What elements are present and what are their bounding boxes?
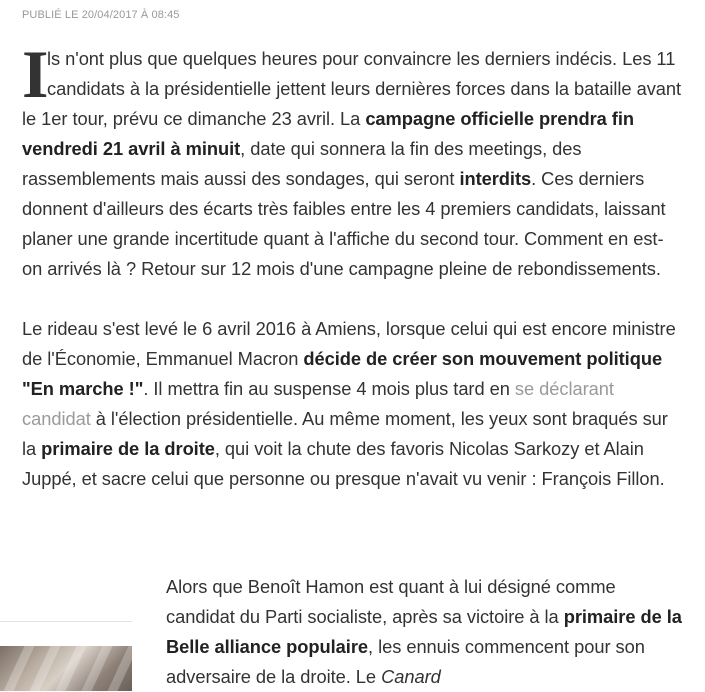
bold-text: décide de créer son mouvement politique "En marche !" [22, 348, 663, 399]
text-run: Le rideau s'est levé le 6 avril 2016 à Amiens, lorsque celui qui est encore ministre de l'Économie, Emmanuel Macron [22, 318, 676, 369]
bold-text: primaire de la droite [41, 438, 215, 459]
bold-text: campagne officielle prendra fin vendredi 21 avril à minuit [22, 108, 634, 159]
paragraph-macron [22, 314, 682, 494]
drop-cap: I [22, 36, 49, 112]
italic-text: Canard [381, 666, 441, 687]
text-run: , qui voit la chute des favoris Nicolas Sarkozy et Alain Juppé, et sacre celui que personne ou presque n'avait vu venir : François Fillon. [22, 438, 665, 489]
paragraph-intro [22, 36, 682, 284]
article-link[interactable]: se déclarant candidat [22, 378, 614, 429]
text-run: à l'élection présidentielle. Au même moment, les yeux sont braqués sur la [22, 408, 668, 459]
inline-photo[interactable] [0, 621, 132, 691]
photo-thumbnail [0, 646, 132, 691]
article-body [22, 36, 682, 494]
text-run: Alors que Benoît Hamon est quant à lui désigné comme candidat du Parti socialiste, après sa victoire à la [166, 576, 616, 627]
paragraph-hamon [166, 572, 686, 692]
bold-text: primaire de la Belle alliance populaire [166, 606, 682, 657]
text-run: . Il mettra fin au suspense 4 mois plus tard en [143, 378, 515, 399]
publication-date: PUBLIÉ LE 20/04/2017 À 08:45 [22, 9, 180, 21]
text-run: ls n'ont plus que quelques heures pour convaincre les derniers indécis. Les 11 candidats à la présidentielle jettent leurs dernières forces dans la bataille avant le 1er tour, prévu ce dimanche 23 avril. La [22, 48, 682, 129]
text-run: , date qui sonnera la fin des meetings, des rassemblements mais aussi des sondages, qui seront [22, 138, 582, 189]
text-run: . Ces derniers donnent d'ailleurs des écarts très faibles entre les 4 premiers candidats, laissant planer une grande incertitude quant à l'affiche du second tour. Comment en est-on arrivés là ? Retour sur 12 mois d'une campagne pleine de rebondissements. [22, 168, 666, 279]
text-run: , les ennuis commencent pour son adversaire de la droite. Le [166, 636, 645, 687]
bold-text: interdits [459, 168, 532, 189]
